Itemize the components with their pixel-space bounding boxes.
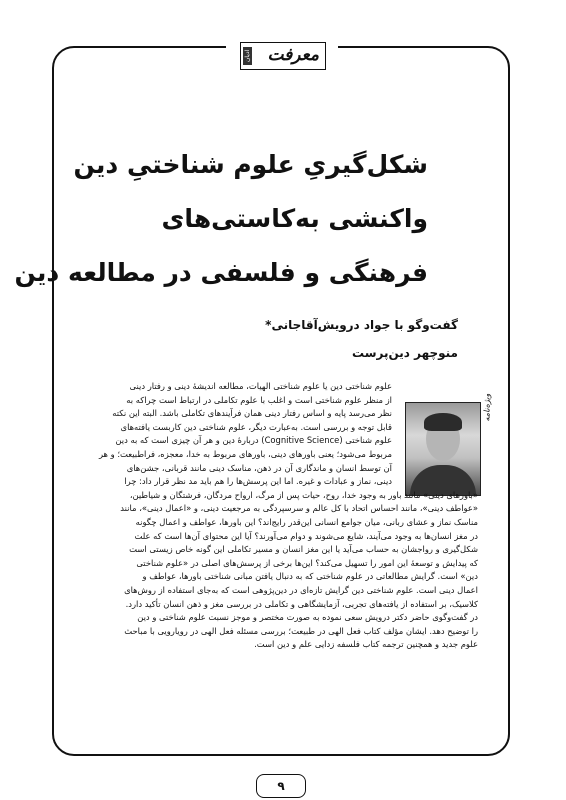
body-line: دینی، نماز و عبادات و غیره. اما این پرسش‌ها را هم باید مد نظر قرار داد: چرا xyxy=(124,476,392,487)
article-body xyxy=(86,380,478,652)
author-name: منوچهر دین‌پرست xyxy=(351,346,458,360)
journal-logo xyxy=(226,36,338,74)
body-line: قابل توجه و بررسی است. به‌عبارت دیگر، علوم شناختی دین کاربست یافته‌های xyxy=(120,421,392,432)
title-line: شکل‌گیریِ علوم شناختیِ دین xyxy=(73,150,428,179)
body-line: آن توسط انسان و ماندگاری آن در ذهن، مناسک دینی مانند قربانی، جشن‌های xyxy=(126,462,392,473)
body-line: نظر می‌رسد پایه و اساس رفتار دینی همان فرآیندهای تکاملی باشد. البته این نکته xyxy=(112,408,392,419)
body-line: را توضیح دهد. ایشان مؤلف کتاب فعل الهی در طبیعت؛ بررسی مسئله فعل الهی در رویارویی با مباحث xyxy=(124,625,478,636)
body-line: علوم شناختی (Cognitive Science) دربارهٔ دین و هر آن چیزی است که به دین xyxy=(115,435,392,446)
body-line: «باورهای دینی» مانند باور به وجود خدا، روح، حیات پس از مرگ، ارواح مردگان، فرشتگان و شیاطین، xyxy=(129,489,478,500)
logo-subtitle: ادیان xyxy=(243,47,252,65)
title-line: فرهنگی و فلسفی در مطالعه دین xyxy=(14,258,428,287)
body-line: علوم شناختی دین یا علوم شناختی الهیات، مطالعه اندیشهٔ دینی و رفتار دینی xyxy=(129,381,392,391)
body-line: که پیدایش و توسعهٔ این امور را تسهیل می‌کند؟ این‌ها برخی از پرسش‌های اصلی در «علوم شناختی xyxy=(136,557,478,568)
body-line: شکل‌گیری و رواجشان به حساب می‌آید یا این مغز انسان و مسیر تکاملی این گونه خاص زیستی است xyxy=(129,544,478,555)
body-line: علوم جدید و همچنین ترجمه کتاب فلسفه زدایی علم و دین است. xyxy=(254,639,478,650)
body-line: از منظر علوم شناختی است و اغلب با علوم تکاملی در ارتباط است چراکه به xyxy=(126,394,392,405)
section-side-label xyxy=(482,388,502,424)
page-number: ۹ xyxy=(256,774,306,798)
body-line: دین» است. گرایش مطالعاتی در علوم شناختی که به دنبال یافتن مبانی شناختی باورها، عواطف و xyxy=(142,571,478,582)
side-label-text: ویژه‌نامه xyxy=(482,393,492,422)
body-line: کلاسیک، بر استفاده از یافته‌های تجربی، آزمایشگاهی و تکاملی در بررسی مغز و ذهن انسان تأکید دارد. xyxy=(125,598,478,609)
body-line: در گفت‌وگوی حاضر دکتر درویش سعی نموده به صورت مختصر و موجز نسبت علوم شناختی و دین xyxy=(137,612,478,623)
body-line: مربوط می‌شود؛ یعنی باورهای دینی، باورهای مربوط به خدا، معجزه، فراطبیعت؛ و هر xyxy=(98,448,392,459)
body-line: «عواطف دینی»، مانند احساس اتحاد با کل عالم و سرسپردگی به مرجعیت دینی، و «اعمال دینی»، مانند xyxy=(120,503,478,514)
logo-title: معرفت xyxy=(267,45,319,65)
title-line: واکنشی به‌کاستی‌های xyxy=(161,204,428,233)
body-line: در مغز انسان‌ها به وجود می‌آیند، شایع می‌شوند و دوام می‌آورند؟ آیا این محتوای آن‌ها است که علت xyxy=(134,530,478,541)
article-title xyxy=(14,138,428,300)
body-line: مناسک نماز و عشای ربانی، میان جوامع انسانی این‌قدر رایج‌اند؟ این باورها، عواطف و اعمال چگونه xyxy=(135,516,478,527)
logo-box xyxy=(240,42,326,70)
interview-credit: گفت‌وگو با جواد درویش‌آقاجانی* xyxy=(265,318,458,332)
body-line: اعمال دینی است. علوم شناختی دین گرایش تازه‌ای در دین‌پژوهی است که به‌جای استفاده از روش‌های xyxy=(124,584,478,595)
